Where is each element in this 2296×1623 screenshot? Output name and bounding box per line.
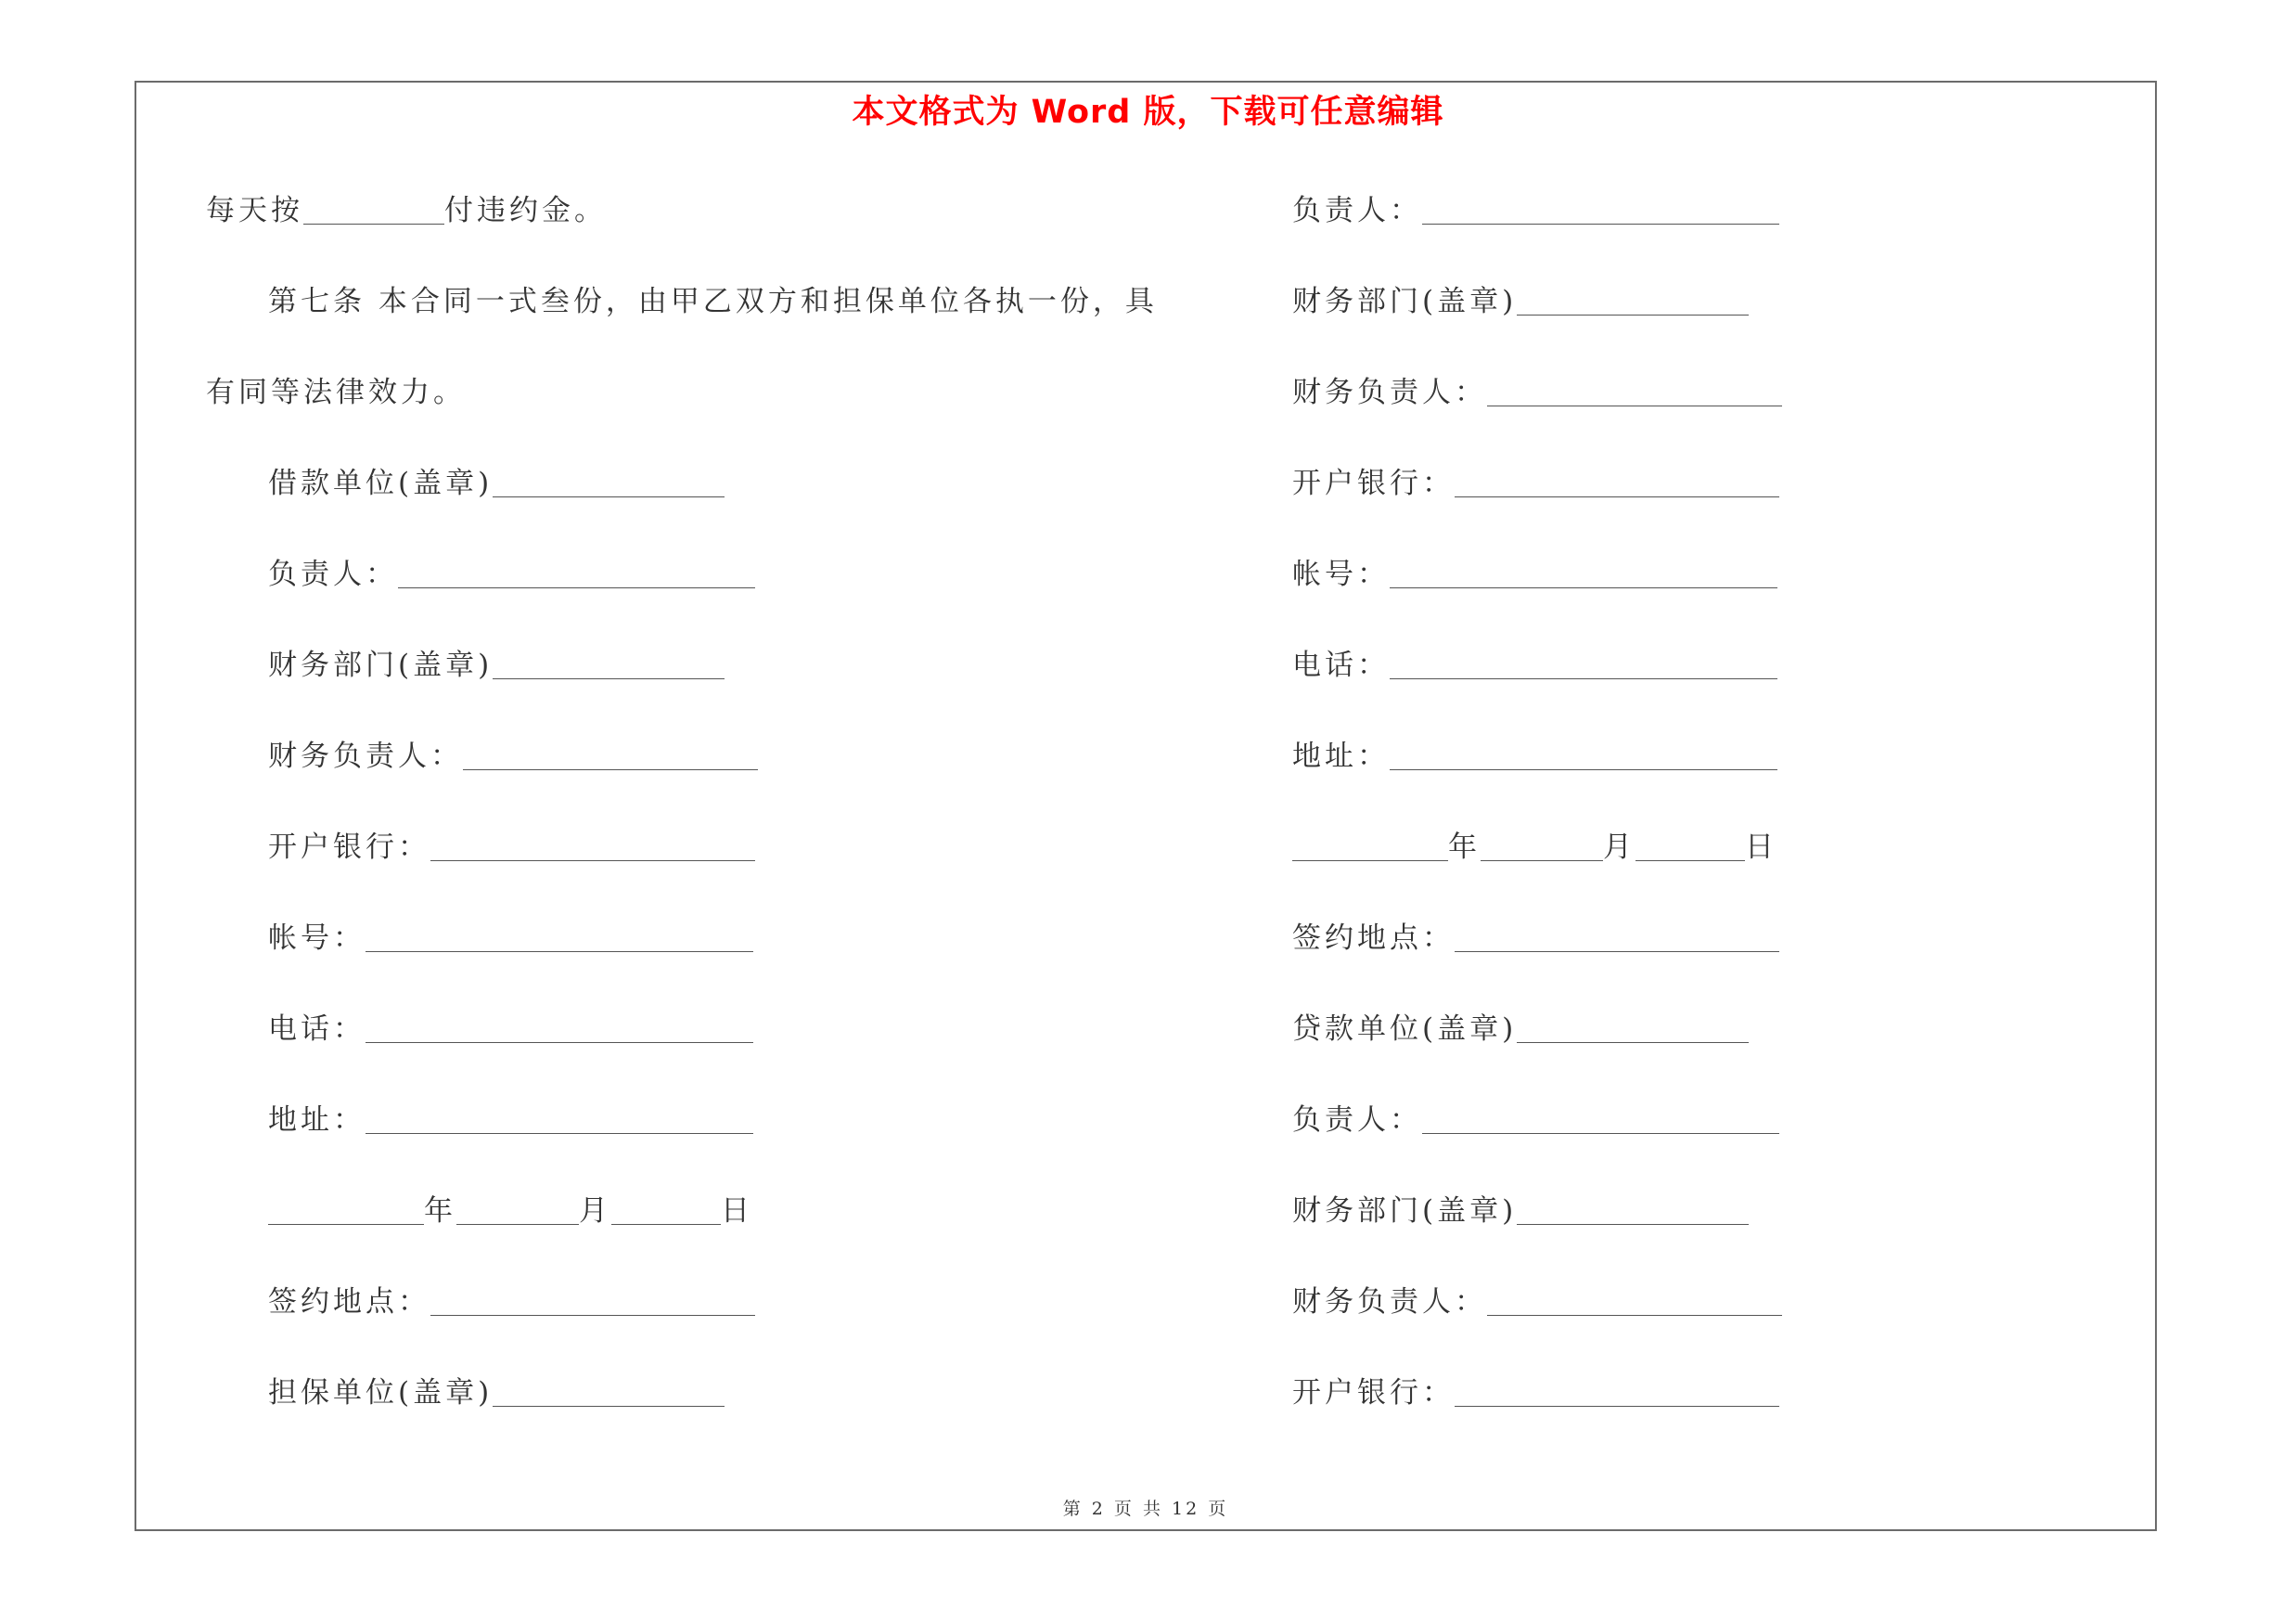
- word-format-banner: 本文格式为 Word 版，下载可任意编辑: [852, 94, 1444, 131]
- month-label: 月: [1603, 831, 1635, 864]
- field-blank[interactable]: [1455, 923, 1779, 952]
- right-finance-head-2-field: [1292, 1282, 1782, 1322]
- field-label: 负责人：: [1292, 194, 1422, 227]
- day-label: 日: [721, 1194, 753, 1228]
- penalty-prefix: 每天按: [206, 194, 303, 227]
- right-bank-field: [1292, 463, 1779, 504]
- left-person-in-charge-field: [268, 554, 755, 595]
- year-label: 年: [424, 1194, 456, 1228]
- penalty-line: [206, 190, 607, 231]
- field-label: 地址：: [268, 1103, 366, 1137]
- borrower-seal-label: 借款单位(盖章): [268, 467, 494, 500]
- field-blank[interactable]: [366, 923, 753, 952]
- field-label: 财务部门(盖章): [1292, 1194, 1518, 1228]
- year-blank[interactable]: [1292, 832, 1448, 861]
- month-label: 月: [579, 1194, 611, 1228]
- field-blank[interactable]: [398, 560, 755, 588]
- right-person-in-charge-2-field: [1292, 1100, 1779, 1140]
- field-label: 开户银行：: [1292, 467, 1455, 500]
- field-blank[interactable]: [1390, 650, 1777, 679]
- field-label: 财务负责人：: [268, 740, 463, 773]
- field-blank[interactable]: [1390, 560, 1777, 588]
- left-phone-field: [268, 1009, 753, 1050]
- field-blank[interactable]: [1517, 287, 1749, 316]
- left-sign-place-field: [268, 1282, 755, 1322]
- right-phone-field: [1292, 645, 1777, 686]
- article7-line2: 有同等法律效力。: [206, 376, 466, 409]
- field-label: 帐号：: [268, 921, 366, 955]
- page-number-footer: 第 2 页 共 12 页: [1062, 1499, 1229, 1519]
- field-label: 签约地点：: [1292, 921, 1455, 955]
- field-blank[interactable]: [366, 1105, 753, 1134]
- field-blank[interactable]: [1422, 196, 1779, 225]
- field-label: 财务负责人：: [1292, 1285, 1487, 1319]
- field-label: 电话：: [268, 1012, 366, 1046]
- right-address-field: [1292, 736, 1777, 777]
- field-label: 开户银行：: [268, 831, 430, 864]
- field-blank[interactable]: [493, 650, 725, 679]
- field-blank[interactable]: [366, 1014, 753, 1043]
- field-blank[interactable]: [1487, 378, 1782, 406]
- field-blank[interactable]: [1487, 1287, 1782, 1316]
- penalty-blank[interactable]: [303, 196, 444, 225]
- left-address-field: [268, 1100, 753, 1140]
- left-finance-dept-field: [268, 645, 725, 686]
- field-label: 财务负责人：: [1292, 376, 1487, 409]
- right-sign-place-field: [1292, 918, 1779, 959]
- day-blank[interactable]: [1635, 832, 1745, 861]
- month-blank[interactable]: [1481, 832, 1603, 861]
- field-blank[interactable]: [1455, 1378, 1779, 1407]
- penalty-suffix: 付违约金。: [444, 194, 607, 227]
- lender-seal-blank[interactable]: [1517, 1014, 1749, 1043]
- field-label: 财务部门(盖章): [268, 649, 494, 682]
- field-label: 签约地点：: [268, 1285, 430, 1319]
- year-blank[interactable]: [268, 1196, 424, 1225]
- borrower-seal-field: [268, 463, 725, 504]
- field-label: 电话：: [1292, 649, 1390, 682]
- field-blank[interactable]: [1517, 1196, 1749, 1225]
- field-label: 财务部门(盖章): [1292, 285, 1518, 318]
- guarantor-seal-blank[interactable]: [493, 1378, 725, 1407]
- borrower-seal-blank[interactable]: [493, 469, 725, 497]
- right-finance-dept-field: [1292, 281, 1749, 322]
- lender-seal-field: [1292, 1009, 1749, 1050]
- field-blank[interactable]: [430, 1287, 755, 1316]
- field-label: 开户银行：: [1292, 1376, 1455, 1410]
- right-account-field: [1292, 554, 1777, 595]
- guarantor-seal-label: 担保单位(盖章): [268, 1376, 494, 1410]
- left-finance-head-field: [268, 736, 758, 777]
- year-label: 年: [1448, 831, 1481, 864]
- field-label: 地址：: [1292, 740, 1390, 773]
- right-date-field: [1292, 827, 1777, 868]
- field-blank[interactable]: [463, 741, 758, 770]
- field-label: 负责人：: [268, 558, 398, 591]
- left-account-field: [268, 918, 753, 959]
- field-blank[interactable]: [1455, 469, 1779, 497]
- field-blank[interactable]: [430, 832, 755, 861]
- right-person-in-charge-field: [1292, 190, 1779, 231]
- field-blank[interactable]: [1390, 741, 1777, 770]
- article7-line1: 第七条 本合同一式叁份，由甲乙双方和担保单位各执一份，具: [268, 285, 1158, 318]
- field-label: 负责人：: [1292, 1103, 1422, 1137]
- guarantor-seal-field: [268, 1372, 725, 1413]
- lender-seal-label: 贷款单位(盖章): [1292, 1012, 1518, 1046]
- right-finance-head-field: [1292, 372, 1782, 413]
- left-date-field: [268, 1191, 753, 1231]
- right-finance-dept-2-field: [1292, 1191, 1749, 1231]
- left-bank-field: [268, 827, 755, 868]
- day-label: 日: [1745, 831, 1777, 864]
- field-blank[interactable]: [1422, 1105, 1779, 1134]
- right-bank-2-field: [1292, 1372, 1779, 1413]
- day-blank[interactable]: [611, 1196, 721, 1225]
- month-blank[interactable]: [456, 1196, 579, 1225]
- field-label: 帐号：: [1292, 558, 1390, 591]
